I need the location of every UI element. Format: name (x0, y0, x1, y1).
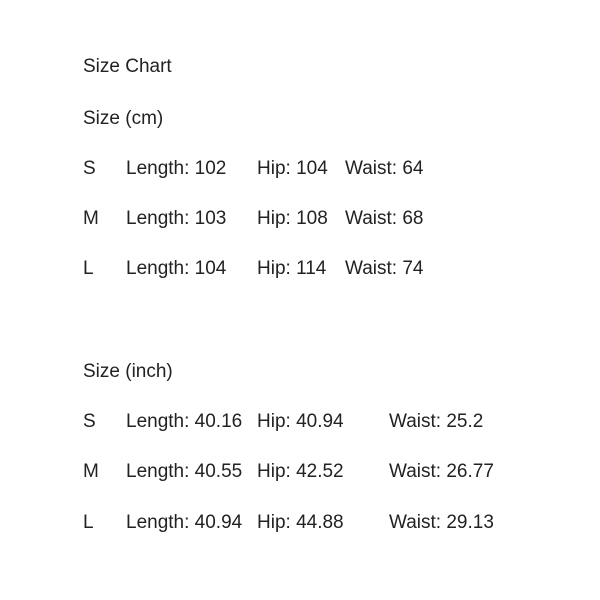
size-label: M (83, 461, 99, 482)
hip-value: Hip: 44.88 (257, 512, 344, 533)
size-label: L (83, 512, 94, 533)
size-chart-title: Size Chart (83, 56, 172, 77)
cm-section-heading: Size (cm) (83, 108, 164, 129)
size-label: S (83, 158, 96, 179)
length-value: Length: 40.55 (126, 461, 243, 482)
length-value: Length: 104 (126, 258, 227, 279)
length-value: Length: 102 (126, 158, 227, 179)
waist-value: Waist: 64 (345, 158, 424, 179)
waist-value: Waist: 68 (345, 208, 424, 229)
size-label: L (83, 258, 94, 279)
hip-value: Hip: 40.94 (257, 411, 344, 432)
size-label: M (83, 208, 99, 229)
inch-section-heading: Size (inch) (83, 361, 173, 382)
waist-value: Waist: 26.77 (389, 461, 494, 482)
hip-value: Hip: 108 (257, 208, 328, 229)
waist-value: Waist: 29.13 (389, 512, 494, 533)
hip-value: Hip: 114 (257, 258, 327, 279)
length-value: Length: 40.94 (126, 512, 243, 533)
hip-value: Hip: 104 (257, 158, 328, 179)
waist-value: Waist: 74 (345, 258, 424, 279)
size-label: S (83, 411, 96, 432)
hip-value: Hip: 42.52 (257, 461, 344, 482)
length-value: Length: 103 (126, 208, 227, 229)
length-value: Length: 40.16 (126, 411, 243, 432)
waist-value: Waist: 25.2 (389, 411, 484, 432)
